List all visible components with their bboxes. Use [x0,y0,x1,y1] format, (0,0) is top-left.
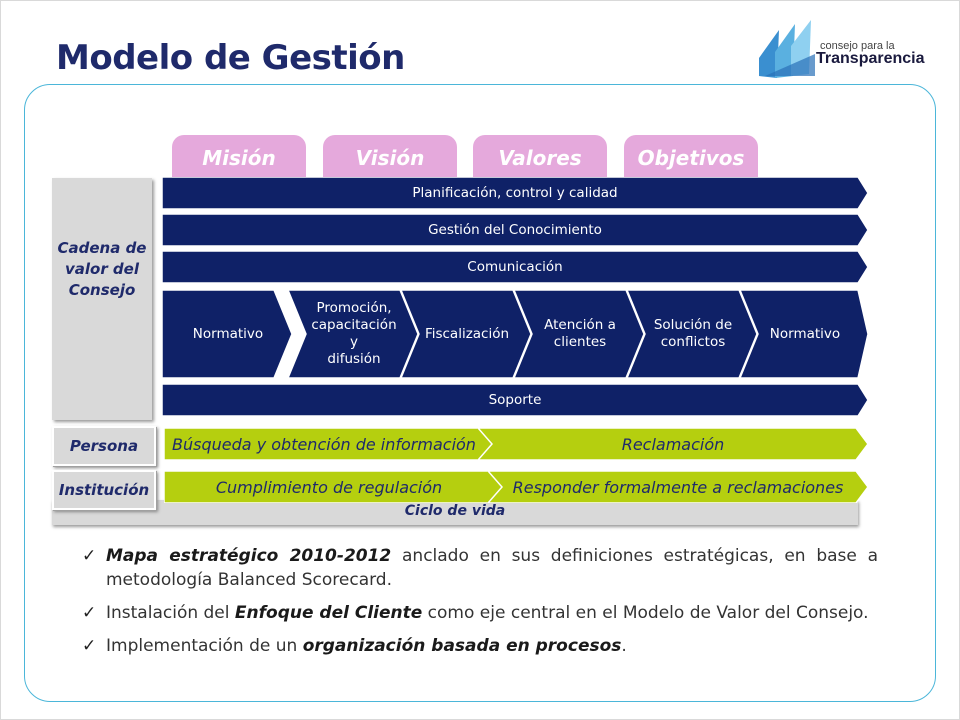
process-label [522,317,636,351]
value-chain-label-line: valor del [64,259,139,278]
process-promocion [288,290,418,378]
step-label: Búsqueda y obtención de información [172,434,476,454]
bullet-emphasis: organización basada en procesos [302,636,622,656]
bullet-text: Implementación de un [106,636,303,656]
process-label-line: Promoción, [316,300,392,316]
process-fiscalizacion [401,290,531,378]
process-label-line: difusión [327,351,381,367]
role-institucion: Institución [52,470,156,510]
process-label-line: conflictos [660,334,726,350]
page-title: Modelo de Gestión [56,38,405,78]
checkmark-icon: ✓ [82,546,97,566]
tab-mision: Misión [172,135,306,177]
value-chain-label-line: Cadena de [57,238,147,257]
bullet-item [82,544,878,592]
process-normativo-2 [740,290,868,378]
bullet-text: . [621,636,627,656]
logo-text-small: consejo para la [820,40,895,52]
value-chain-label [58,238,147,301]
step-busqueda [164,428,494,460]
band-conocimiento [162,214,868,246]
step-cumplimiento [164,471,504,503]
process-label [632,317,752,351]
bullet-text: anclado en sus definiciones estratégicas, en base a metodología Balanced Scorecard. [106,546,878,590]
process-solucion [627,290,757,378]
step-reclamacion [478,428,868,460]
bullet-text: Instalación del [106,603,235,623]
band-conocimiento-label: Gestión del Conocimiento [428,222,602,238]
band-comunicacion-label: Comunicación [467,259,563,275]
process-label-line: Atención a [544,317,616,333]
step-label: Cumplimiento de regulación [215,477,443,497]
process-label-line: Solución de [653,317,733,333]
logo-text-big: Transparencia [816,50,925,67]
band-soporte [162,384,868,416]
process-label-line: capacitación y [311,317,397,350]
bullet-emphasis: Enfoque del Cliente [234,603,423,623]
process-label: Fiscalización [424,325,510,342]
bullet-item [82,634,878,658]
tab-valores: Valores [473,135,607,177]
band-soporte-label: Soporte [488,392,542,408]
process-label-line: clientes [553,334,607,350]
band-planificacion-label: Planificación, control y calidad [412,185,618,201]
bullet-text: como eje central en el Modelo de Valor del Consejo. [422,603,869,623]
process-atencion [514,290,644,378]
checkmark-icon: ✓ [82,603,97,623]
step-label: Responder formalmente a reclamaciones [512,477,844,497]
bullet-item [82,601,878,625]
process-normativo-1 [162,290,292,378]
value-chain-label-line: Consejo [68,280,136,299]
band-comunicacion [162,251,868,283]
tab-vision: Visión [323,135,457,177]
process-label [288,300,418,368]
checkmark-icon: ✓ [82,636,97,656]
step-responder [488,471,868,503]
process-label: Normativo [192,325,264,342]
process-label: Normativo [769,325,841,342]
lifecycle-label: Ciclo de vida [404,503,506,519]
band-planificacion [162,177,868,209]
bullet-list [82,544,878,667]
bullet-emphasis: Mapa estratégico 2010-2012 [106,546,392,566]
step-label: Reclamación [621,434,725,454]
role-persona: Persona [52,426,156,466]
value-chain-label-box [52,178,152,420]
tab-objetivos: Objetivos [624,135,758,177]
